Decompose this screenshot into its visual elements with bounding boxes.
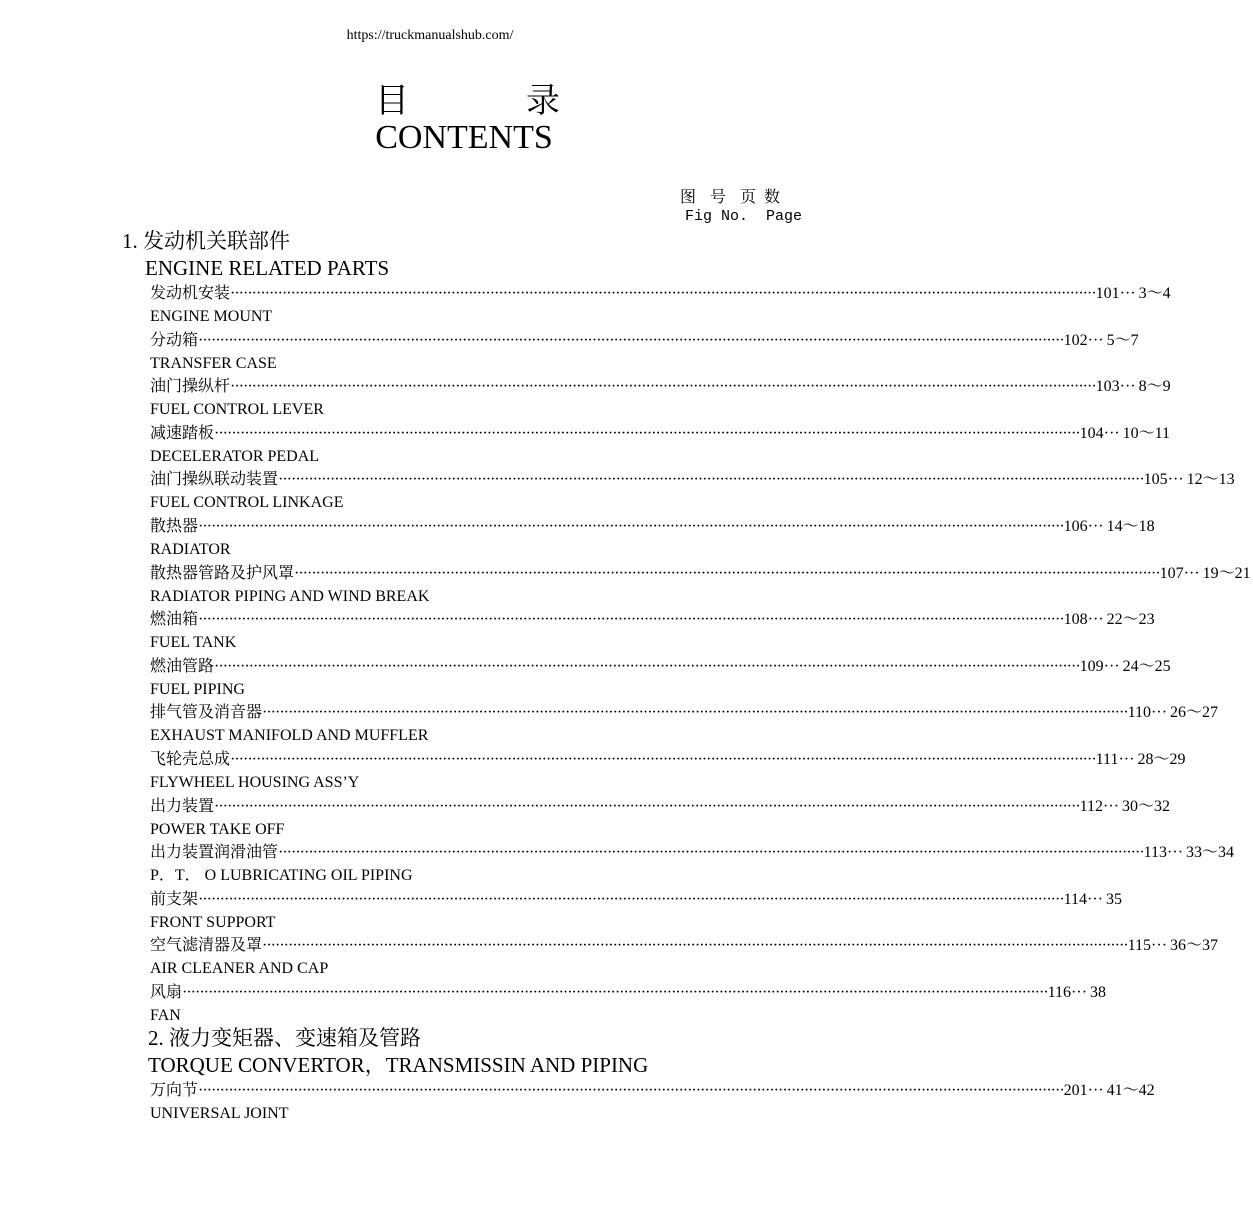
toc-entry[interactable]	[150, 749, 1186, 771]
toc-entry[interactable]	[150, 842, 1235, 864]
toc-entry-fig-no: 110···	[1127, 704, 1168, 722]
leader-dots: ········································································································································································································	[198, 890, 1064, 908]
title-cn-char-1: 目	[375, 83, 409, 120]
toc-entry-title-en: RADIATOR	[150, 541, 231, 558]
leader-dots: ········································································································································································································	[278, 471, 1144, 489]
toc-entry-page: 33～34	[1186, 844, 1235, 862]
toc-entry[interactable]	[150, 609, 1155, 631]
toc-entry[interactable]	[150, 982, 1107, 1004]
toc-entry-title-en: FRONT SUPPORT	[150, 913, 276, 931]
toc-entry-title-cn: 前支架	[150, 890, 199, 908]
toc-entry-fig-no: 107···	[1159, 564, 1200, 582]
toc-entry-title-cn: 油门操纵联动装置	[150, 471, 279, 489]
toc-entry-title-cn: 排气管及消音器	[150, 704, 263, 722]
toc-entry[interactable]	[150, 702, 1219, 724]
toc-entry-fig-no: 115···	[1127, 937, 1168, 955]
toc-entry-title-en: RADIATOR PIPING AND WIND BREAK	[150, 587, 430, 605]
section-title-en: TORQUE CONVERTOR，TRANSMISSIN AND PIPING	[148, 1053, 649, 1077]
toc-entry[interactable]	[150, 330, 1139, 352]
toc-entry-fig-no: 114···	[1063, 890, 1104, 908]
toc-entry-page: 36～37	[1170, 937, 1219, 955]
toc-entry-fig-no: 108···	[1063, 611, 1104, 629]
toc-entry-title-cn: 空气滤清器及罩	[150, 937, 263, 955]
leader-dots: ········································································································································································································	[214, 657, 1080, 675]
toc-entry-fig-no: 103···	[1095, 378, 1136, 396]
toc-entry-title-en: EXHAUST MANIFOLD AND MUFFLER	[150, 727, 429, 745]
toc-entry-page: 35	[1106, 890, 1123, 908]
toc-entry-title-en: FUEL CONTROL LINKAGE	[150, 494, 344, 512]
title-cn-char-2: 录	[526, 83, 560, 120]
toc-entry-title-en: TRANSFER CASE	[150, 354, 277, 372]
toc-entry-title-cn: 发动机安装	[150, 285, 231, 302]
toc-entry-page: 14～18	[1106, 518, 1155, 535]
toc-entry-page: 19～21	[1202, 564, 1251, 582]
toc-entry-title-cn: 散热器管路及护风罩	[150, 564, 295, 582]
leader-dots: ········································································································································································································	[214, 424, 1080, 442]
toc-entry[interactable]	[150, 935, 1219, 957]
toc-entry-fig-no: 111···	[1095, 751, 1135, 768]
leader-dots: ········································································································································································································	[230, 378, 1096, 396]
leader-dots: ········································································································································································································	[230, 285, 1096, 302]
toc-entry[interactable]	[150, 889, 1123, 911]
toc-entry-title-en: FAN	[150, 1007, 181, 1024]
leader-dots: ········································································································································································································	[214, 797, 1080, 815]
column-header-cn: 图 号 页 数	[680, 189, 783, 206]
toc-entry[interactable]	[150, 656, 1171, 678]
page-header-url: https://truckmanualshub.com/	[346, 28, 514, 43]
toc-entry-page: 12～13	[1186, 471, 1235, 489]
toc-entry-title-cn: 散热器	[150, 518, 199, 535]
leader-dots: ········································································································································································································	[230, 751, 1096, 768]
toc-entry-fig-no: 105···	[1143, 471, 1184, 489]
toc-entry-title-en: AIR CLEANER AND CAP	[150, 960, 329, 978]
toc-entry[interactable]	[150, 796, 1171, 818]
toc-entry-page: 41～42	[1106, 1082, 1155, 1099]
toc-entry-title-cn: 风扇	[150, 984, 183, 1001]
toc-entry[interactable]	[150, 563, 1251, 585]
toc-entry-page: 10～11	[1122, 424, 1171, 442]
toc-entry-page: 22～23	[1106, 611, 1155, 629]
toc-entry-title-en: ENGINE MOUNT	[150, 308, 273, 325]
toc-entry[interactable]	[150, 1080, 1155, 1102]
toc-entry-title-en: POWER TAKE OFF	[150, 820, 285, 838]
toc-entry-page: 38	[1090, 984, 1107, 1001]
toc-entry-fig-no: 116···	[1047, 984, 1088, 1001]
section-title-cn: 2. 液力变矩器、变速箱及管路	[148, 1026, 421, 1050]
toc-entry-title-en: DECELERATOR PEDAL	[150, 447, 320, 465]
leader-dots: ········································································································································································································	[198, 1082, 1064, 1099]
toc-entry-page: 30～32	[1122, 797, 1171, 815]
toc-entry-title-en: FUEL TANK	[150, 634, 237, 652]
toc-entry-page: 26～27	[1170, 704, 1219, 722]
toc-entry-fig-no: 101···	[1095, 285, 1136, 302]
toc-entry-fig-no: 106···	[1063, 518, 1104, 535]
toc-entry-title-cn: 油门操纵杆	[150, 378, 231, 396]
toc-entry-title-cn: 减速踏板	[150, 424, 215, 442]
leader-dots: ········································································································································································································	[198, 518, 1064, 535]
leader-dots: ········································································································································································································	[278, 844, 1144, 862]
contents-title-cn	[375, 82, 560, 122]
contents-title-en: CONTENTS	[375, 119, 553, 156]
column-header-en: Fig No. Page	[685, 208, 803, 225]
toc-entry-title-cn: 燃油管路	[150, 657, 215, 675]
toc-entry-fig-no: 102···	[1063, 331, 1104, 349]
toc-entry-title-en: FUEL CONTROL LEVER	[150, 401, 324, 419]
section-title-cn: 1. 发动机关联部件	[122, 229, 290, 253]
toc-entry-title-cn: 燃油箱	[150, 611, 199, 629]
toc-entry[interactable]	[150, 469, 1235, 491]
leader-dots: ········································································································································································································	[198, 611, 1064, 629]
toc-entry-title-cn: 飞轮壳总成	[150, 751, 231, 768]
leader-dots: ········································································································································································································	[262, 937, 1128, 955]
toc-entry[interactable]	[150, 283, 1171, 305]
toc-entry-fig-no: 109···	[1079, 657, 1120, 675]
toc-entry-fig-no: 201···	[1063, 1082, 1104, 1099]
toc-entry-title-cn: 万向节	[150, 1082, 199, 1099]
toc-entry[interactable]	[150, 516, 1155, 538]
toc-entry-title-cn: 出力装置	[150, 797, 215, 815]
toc-entry-title-en: P．T． O LUBRICATING OIL PIPING	[150, 867, 413, 885]
toc-entry-page: 5～7	[1106, 331, 1139, 349]
leader-dots: ········································································································································································································	[198, 331, 1064, 349]
toc-entry-page: 28～29	[1137, 751, 1186, 768]
toc-entry-page: 8～9	[1138, 378, 1171, 396]
toc-entry-title-en: FLYWHEEL HOUSING ASS’Y	[150, 774, 360, 791]
toc-entry-title-en: FUEL PIPING	[150, 680, 245, 698]
leader-dots: ········································································································································································································	[182, 984, 1048, 1001]
toc-entry[interactable]	[150, 376, 1171, 398]
leader-dots: ········································································································································································································	[262, 704, 1128, 722]
toc-entry-fig-no: 104···	[1079, 424, 1120, 442]
leader-dots: ········································································································································································································	[294, 564, 1160, 582]
toc-entry-page: 3～4	[1138, 285, 1171, 302]
toc-entry-title-cn: 分动箱	[150, 331, 199, 349]
toc-entry-fig-no: 113···	[1143, 844, 1184, 862]
toc-entry-page: 24～25	[1122, 657, 1171, 675]
toc-entry-title-cn: 出力装置润滑油管	[150, 844, 279, 862]
section-title-en: ENGINE RELATED PARTS	[145, 256, 390, 280]
toc-entry-fig-no: 112···	[1079, 797, 1120, 815]
toc-entry[interactable]	[150, 423, 1171, 445]
toc-entry-title-en: UNIVERSAL JOINT	[150, 1105, 289, 1122]
